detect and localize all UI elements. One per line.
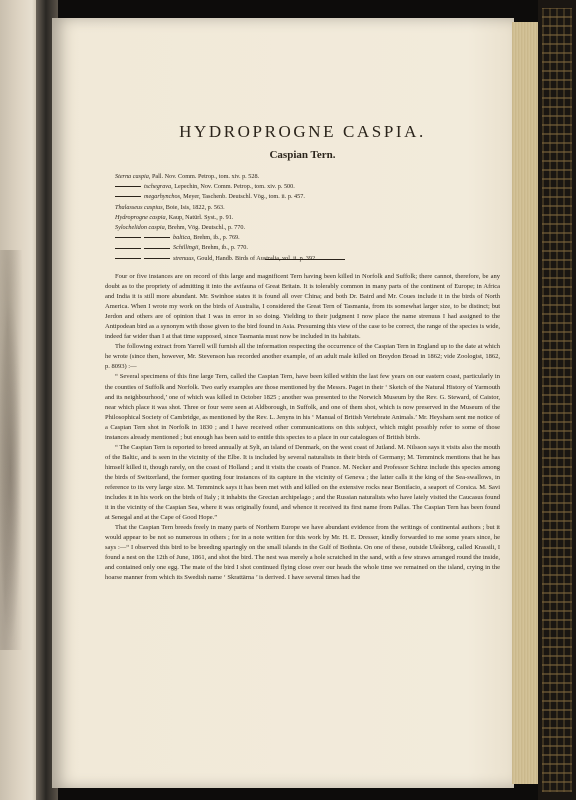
synonym-line: Hydroprogne caspia, Kaup, Natürl. Syst., p. 91. xyxy=(115,213,234,221)
paragraph: Four or five instances are on record of this large and magnificent Tern having been killed in Norfolk and Suffolk; there cannot, therefore, be any doubt as to the propriety of admitting it into the avifauna of Great Britain. It is tolerably common in many parts of the continent of Europe; in Africa and India it is still more abundant. Mr. Swinhoe states it is found all over China; and both Dr. Baird and Mr. Coues include it in the birds of North America. When I wrote my work on the birds of Australia, I considered the Great Tern of Tasmania, from its somewhat larger size, to be distinct; but Jerdon and others are of opinion that I was in error in so doing. Yielding to their judgment I now place the name strenuus I had assigned to the Antipodean bird as a synonym with those given to the bird found in Asia. Presuming this view of the case to be correct, the range of the species is wide, indeed far wider than I at that time supposed, since Tasmania must now be included in its habitats. xyxy=(105,273,500,341)
synonym-line: Thalasseus caspius, Boie, Isis, 1822, p. 563. xyxy=(115,203,225,211)
species-title: HYDROPROGNE CASPIA. xyxy=(179,122,426,141)
binding-ornament xyxy=(542,8,572,792)
page-edges xyxy=(512,22,538,784)
facing-page-edge xyxy=(0,0,40,800)
synonym-line: Sterna caspia, Pall. Nov. Comm. Petrop., tom. xiv. p. 528. xyxy=(115,173,260,180)
paragraph: The following extract from Yarrell will furnish all the information respecting the occurrence of the Caspian Tern in England up to the date at which he wrote (since then, however, Mr. Stevenson has recorded another example, of an adult male killed on Breydon Broad in 1862; vide Zoologist, 1862, p. 8093) :— xyxy=(105,343,500,371)
synonym-line: baltica, Brehm, ib., p. 769. xyxy=(115,233,495,243)
paragraph: That the Caspian Tern breeds freely in many parts of Northern Europe we have abundant evidence from the writings of continental authors ; but it would appear to be not so numerous in others ; for in a note written for this work by Mr. H. E. Dresser, kindly forwarded to me some years since, he says :—“ I observed this bird to be breeding sparingly on the small islands in the Gulf of Bothnia. On one of these, outside Uleåborg, called Krassili, I found a nest on the 12th of June, 1861, and shot the bird. The nest was merely a hole scratched in the sand, with a few straws arranged round the inside, and contained only one egg. The mate of the bird I shot continued flying close over our heads the whole time we remained on the island, crying in the hoarse manner from which its Swedish name ‘ Skrattärna ’ is derived. I have several times had the xyxy=(105,524,500,582)
paragraph: “ Several specimens of this fine large Tern, called the Caspian Tern, have been killed within the last few years on our eastern coast, particularly in the counties of Suffolk and Norfolk. Two early examples are those mentioned by the Messrs. Paget in their ‘ Sketch of the Natural History of Yarmouth and its neighbourhood,’ one of which was killed in October 1825 ; another was presented to the Norwich Museum by the Rev. G. Steward, of Caistor, near which place it was shot. Three or four were seen at Aldborough, in Suffolk, and one of them shot, which is now preserved in the Museum of the Philosophical Society of Cambridge, as mentioned by the Rev. L. Jenyns in his ‘ Manual of British Vertebrate Animals.’ Mr. Heysham sent me notice of a Caspian Tern shot in Norfolk in 1830 ; and I have received other communications on this subject, which might possibly refer to some of those instances already mentioned ; but enough has been said to entitle this species to a place in our catalogues of British birds. xyxy=(105,373,500,441)
synonym-line: tschegrava, Lepechin, Nov. Comm. Petrop., tom. xiv. p. 500. xyxy=(115,182,495,192)
synonymy-list xyxy=(115,172,495,264)
synonym-line: strenuus, Gould, Handb. Birds of Australia, vol. ii. p. 392. xyxy=(115,254,495,264)
synonym-line: megarhynchos, Meyer, Taschenb. Deutschl. Vög., tom. ii. p. 457. xyxy=(115,192,495,202)
paragraph: “ The Caspian Tern is reported to breed annually at Sylt, an island of Denmark, on the west coast of Jutland. M. Nilsson says it visits also the mouth of the Baltic, and is seen in the vicinity of the Elbe. It is included by several naturalists in their birds of Germany; M. Temminck mentions that he has himself killed it, though rarely, on the coast of Holland ; and it visits the coasts of France. M. Necker and Professor Schinz include this species among the birds of Switzerland, the former quoting four instances of its capture in the vicinity of Geneva ; the latter calls it the king of the Sea-swallows, in reference to its very large size. M. Temminck says it has been met with and killed on the extensive rocks near Bonifacio, a seaport of Corsica. M. Savi includes it in his work on the birds of Italy ; it inhabits the Grecian archipelago ; and the Russian naturalists who have lately visited the Caucasus found it in the vicinity of the Caspian Sea, where it was originally found, and whence it received its first name from Pallas. The Caspian Tern has been found at Senegal and at the Cape of Good Hope.” xyxy=(105,443,500,522)
body-text xyxy=(105,272,500,583)
common-name: Caspian Tern. xyxy=(269,149,336,161)
facing-plate-illustration xyxy=(0,250,26,650)
synonym-line: Sylochelidon caspia, Brehm, Vög. Deutschl., p. 770. xyxy=(115,224,245,232)
synonym-line: Schillingii, Brehm, ib., p. 770. xyxy=(115,243,495,253)
section-divider xyxy=(265,259,345,260)
